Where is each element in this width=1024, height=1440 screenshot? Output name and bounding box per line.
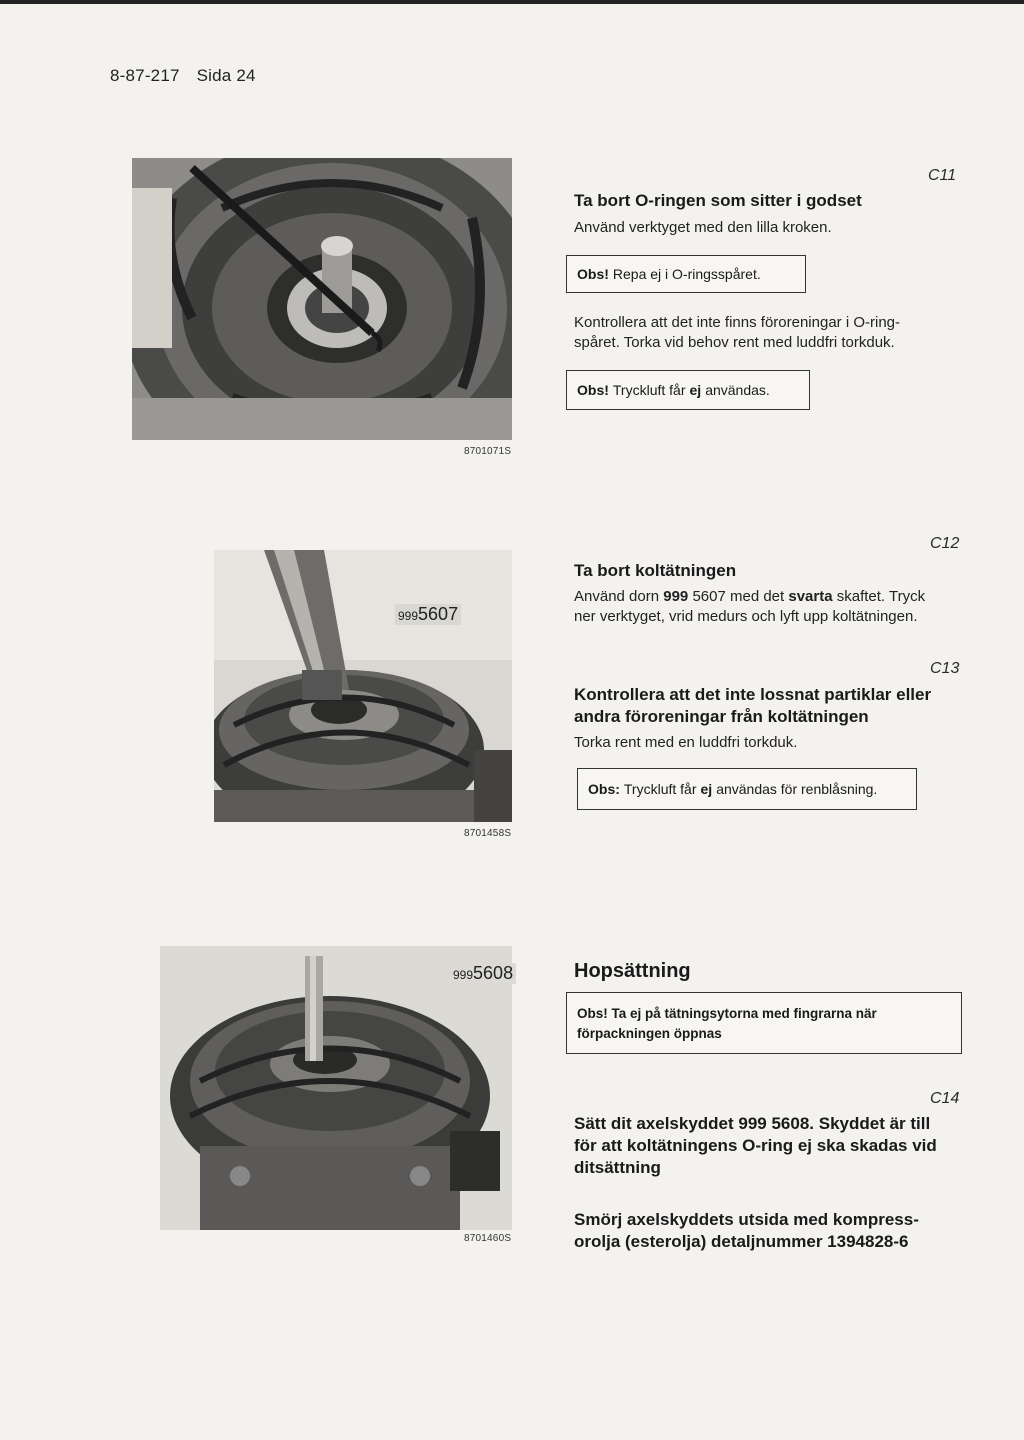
c11-note-scratch [566, 255, 806, 293]
note-label: Obs! [577, 382, 609, 398]
c14-line5: orolja (esterolja) detaljnummer 1394828-6 [574, 1232, 909, 1251]
note-text: Repa ej i O-ringsspåret. [612, 266, 761, 282]
c14-line1: Sätt dit axelskyddet 999 5608. Skyddet är till [574, 1114, 931, 1133]
tool-number: 5607 [418, 604, 459, 624]
c11-text2b: spåret. Torka vid behov rent med luddfri torkduk. [574, 334, 895, 351]
note-bold-word: ej [700, 781, 713, 797]
photo-shaft-protector [160, 946, 512, 1230]
photo-oring-removal [132, 158, 512, 440]
assembly-note [566, 992, 962, 1054]
section-code-c14: C14 [930, 1090, 960, 1107]
assembly-note-line2: förpackningen öppnas [577, 1026, 722, 1041]
c13-title-b: andra föroreningar från koltätningen [574, 707, 869, 726]
section-code-c13: C13 [930, 660, 960, 677]
c13-text: Torka rent med en luddfri torkduk. [574, 734, 798, 751]
c11-text2a: Kontrollera att det inte finns föroreningar i O-ring- [574, 314, 900, 331]
note-label: Obs: [588, 781, 620, 797]
tool-prefix: 999 [453, 968, 474, 982]
c11-note-compressed-air [566, 370, 810, 410]
c12-black-word: svarta [788, 588, 833, 605]
tool-label-5607 [395, 604, 461, 625]
tool-prefix: 999 [398, 609, 419, 623]
page-number: Sida 24 [196, 66, 256, 85]
c12-line1 [574, 587, 925, 606]
c12-text-c: 5607 med det [692, 588, 785, 605]
note-bold-word: ej [689, 382, 702, 398]
document-code: 8-87-217 [110, 66, 180, 85]
c12-title: Ta bort koltätningen [574, 561, 737, 580]
c14-line2: för att koltätningens O-ring ej ska skadas vid [574, 1136, 937, 1155]
c14-line4: Smörj axelskyddets utsida med kompress- [574, 1210, 919, 1229]
note-text-a: Tryckluft får [612, 382, 686, 398]
c12-tool-prefix: 999 [663, 588, 689, 605]
assembly-title: Hopsättning [574, 960, 691, 982]
c12-text-a: Använd dorn [574, 588, 660, 605]
note-text-a: Tryckluft får [623, 781, 697, 797]
top-edge-line [0, 0, 1024, 4]
c13-title-a: Kontrollera att det inte lossnat partiklar eller [574, 685, 932, 704]
photo-seal-removal [214, 550, 512, 822]
assembly-note-line1: Obs! Ta ej på tätningsytorna med fingrarna när [577, 1006, 877, 1021]
c12-text-e: skaftet. Tryck [836, 588, 926, 605]
page-header [110, 66, 256, 86]
c11-title: Ta bort O-ringen som sitter i godset [574, 191, 862, 210]
pulley-protector-illustration [160, 946, 512, 1230]
note-label: Obs! [577, 266, 609, 282]
note-text-b: användas för renblåsning. [716, 781, 878, 797]
c11-text: Använd verktyget med den lilla kroken. [574, 219, 832, 236]
photo-code-2: 8701458S [464, 828, 512, 839]
c14-line3: ditsättning [574, 1158, 661, 1177]
note-text-b: användas. [705, 382, 770, 398]
section-code-c12: C12 [930, 535, 960, 552]
pulley-mandrel-illustration [214, 550, 512, 822]
pulley-hook-illustration [132, 158, 512, 440]
section-code-c11: C11 [928, 167, 957, 184]
photo-code-1: 8701071S [464, 446, 512, 457]
c13-note-compressed-air [577, 768, 917, 810]
c12-line2: ner verktyget, vrid medurs och lyft upp koltätningen. [574, 608, 918, 625]
photo-code-3: 8701460S [464, 1233, 512, 1244]
tool-number: 5608 [473, 963, 514, 983]
tool-label-5608 [450, 963, 516, 984]
